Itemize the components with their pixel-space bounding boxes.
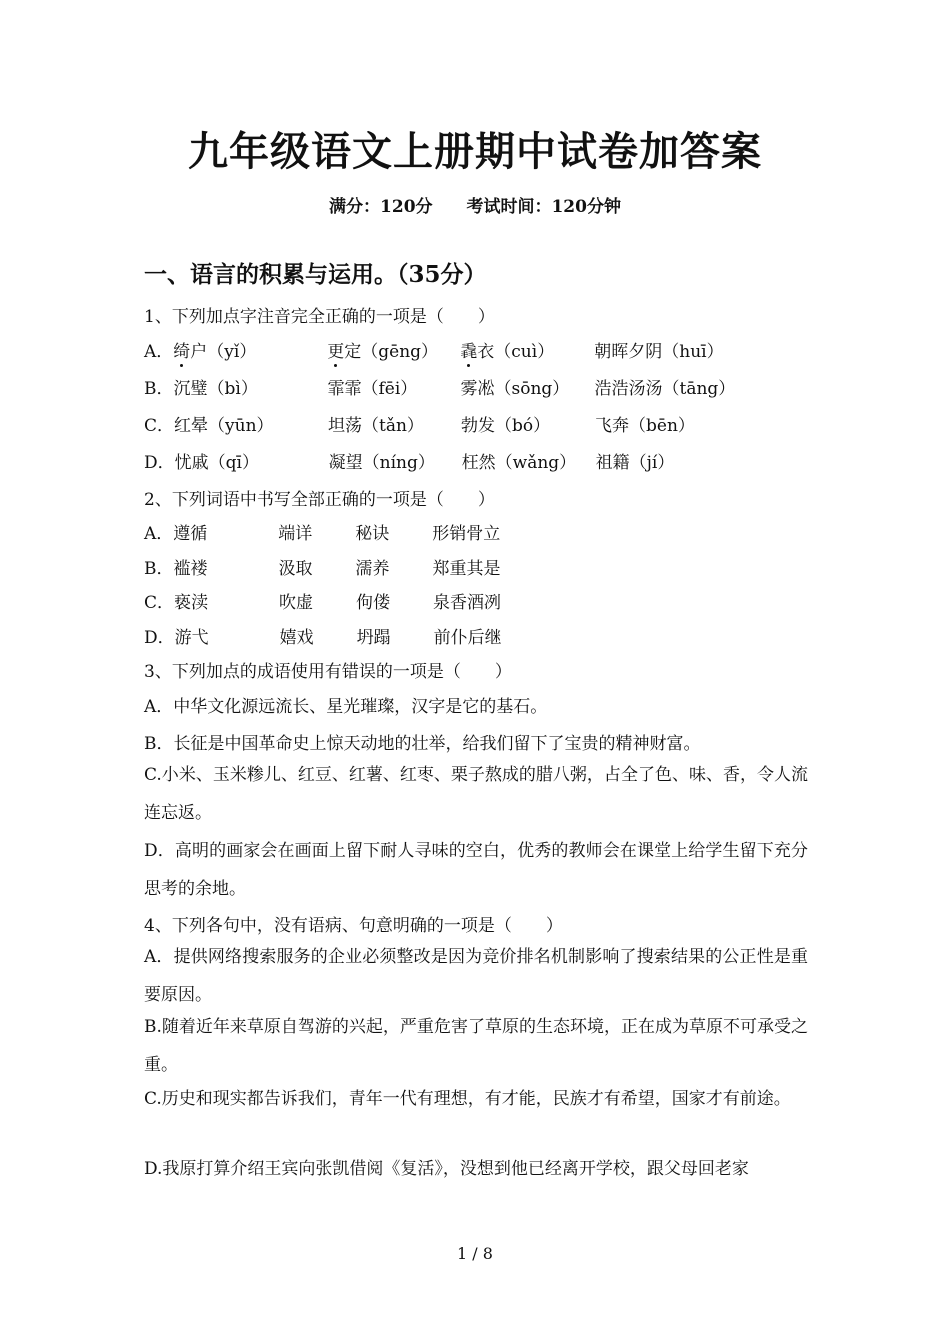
option-word xyxy=(173,337,327,362)
question-2-option-c xyxy=(144,588,501,613)
option-word: 勃发（bó） xyxy=(461,416,551,436)
option-word: 凝望（níng） xyxy=(328,453,435,473)
option-word xyxy=(460,337,594,362)
question-1-option-a xyxy=(144,337,724,362)
question-2-stem: 2、下列词语中书写全部正确的一项是（ ） xyxy=(144,490,495,510)
page-number: 1 / 8 xyxy=(457,1244,493,1263)
option-word: 祖籍（jí） xyxy=(595,453,675,473)
option-word: 泉香酒冽 xyxy=(433,593,502,613)
option-label: B． xyxy=(144,559,174,579)
question-2-option-a xyxy=(144,519,500,544)
question-3-option-d: D．高明的画家会在画面上留下耐人寻味的空白，优秀的教师会在课堂上给学生留下充分思考的余地。 xyxy=(144,841,808,899)
full-score: 满分：120分 xyxy=(329,197,433,217)
option-word: 红晕（yūn） xyxy=(174,416,274,436)
option-label: D． xyxy=(144,453,175,473)
option-word: 霏霏（fēi） xyxy=(327,379,418,399)
dotted-char: 毳 xyxy=(460,337,477,362)
option-label: D． xyxy=(144,628,175,648)
option-label: A． xyxy=(144,524,174,544)
option-word: 吹虚 xyxy=(279,593,314,613)
option-word: 秘诀 xyxy=(355,524,390,544)
option-word: 佝偻 xyxy=(356,593,391,613)
question-4-option-b: B.随着近年来草原自驾游的兴起，严重危害了草原的生态环境，正在成为草原不可承受之重。 xyxy=(144,1017,808,1075)
option-word: 枉然（wǎng） xyxy=(461,453,577,473)
section-heading: 一、语言的积累与运用。（35分） xyxy=(144,261,487,288)
option-word: 端详 xyxy=(278,524,313,544)
dotted-char: 更 xyxy=(327,337,344,362)
question-3-stem: 3、下列加点的成语使用有错误的一项是（ ） xyxy=(144,662,512,682)
option-word: 形销骨立 xyxy=(432,524,501,544)
option-word: 雾凇（sōng） xyxy=(460,379,570,399)
option-word: 沉璧（bì） xyxy=(173,379,258,399)
option-word: 前仆后继 xyxy=(433,628,502,648)
option-word: 飞奔（bēn） xyxy=(595,416,695,436)
question-2-option-d xyxy=(144,623,502,648)
option-word: 亵渎 xyxy=(174,593,209,613)
question-1-option-b xyxy=(144,374,735,399)
option-word: 濡养 xyxy=(355,559,390,579)
question-3-option-b: B．长征是中国革命史上惊天动地的壮举，给我们留下了宝贵的精神财富。 xyxy=(144,734,701,754)
option-word: 郑重其是 xyxy=(432,559,501,579)
question-1-option-c xyxy=(144,411,695,436)
word-rest: 晖夕阴（huī） xyxy=(611,342,724,362)
option-label: C． xyxy=(144,593,175,613)
option-word: 遵循 xyxy=(173,524,208,544)
question-4-stem: 4、下列各句中，没有语病、句意明确的一项是（ ） xyxy=(144,916,563,936)
question-3-option-c: C.小米、玉米糁儿、红豆、红薯、红枣、栗子熬成的腊八粥，占全了色、味、香，令人流连忘返。 xyxy=(144,765,808,823)
question-2-option-b xyxy=(144,554,501,579)
option-word xyxy=(327,337,460,362)
option-word: 忧戚（qī） xyxy=(174,453,259,473)
word-rest: 定（gēng） xyxy=(344,342,439,362)
page-title: 九年级语文上册期中试卷加答案 xyxy=(188,128,762,175)
option-word: 汲取 xyxy=(278,559,313,579)
option-word: 浩浩汤汤（tāng） xyxy=(594,379,736,399)
word-rest: 衣（cuì） xyxy=(477,342,555,362)
option-word: 坦荡（tǎn） xyxy=(328,416,424,436)
word-rest: 朝 xyxy=(594,342,612,362)
question-1-option-d xyxy=(144,448,674,473)
question-3-option-a: A．中华文化源远流长、星光璀璨，汉字是它的基石。 xyxy=(144,697,548,717)
exam-time: 考试时间：120分钟 xyxy=(466,197,621,217)
option-label: C． xyxy=(144,416,175,436)
option-word: 嬉戏 xyxy=(279,628,314,648)
option-word: 褴褛 xyxy=(173,559,208,579)
dotted-char: 绮 xyxy=(173,337,190,362)
option-label: B． xyxy=(144,379,174,399)
question-1-stem: 1、下列加点字注音完全正确的一项是（ ） xyxy=(144,307,495,327)
word-rest: 户（yǐ） xyxy=(190,342,257,362)
option-label: A． xyxy=(144,342,174,362)
option-word: 游弋 xyxy=(174,628,209,648)
question-4-option-c: C.历史和现实都告诉我们，青年一代有理想，有才能，民族才有希望，国家才有前途。 xyxy=(144,1089,791,1109)
option-word xyxy=(594,337,723,362)
question-4-option-a: A．提供网络搜索服务的企业必须整改是因为竞价排名机制影响了搜索结果的公正性是重要原因。 xyxy=(144,947,808,1005)
option-word: 坍蹋 xyxy=(356,628,391,648)
question-4-option-d: D.我原打算介绍王宾向张凯借阅《复活》，没想到他已经离开学校，跟父母回老家 xyxy=(144,1159,749,1179)
exam-meta xyxy=(0,192,950,217)
